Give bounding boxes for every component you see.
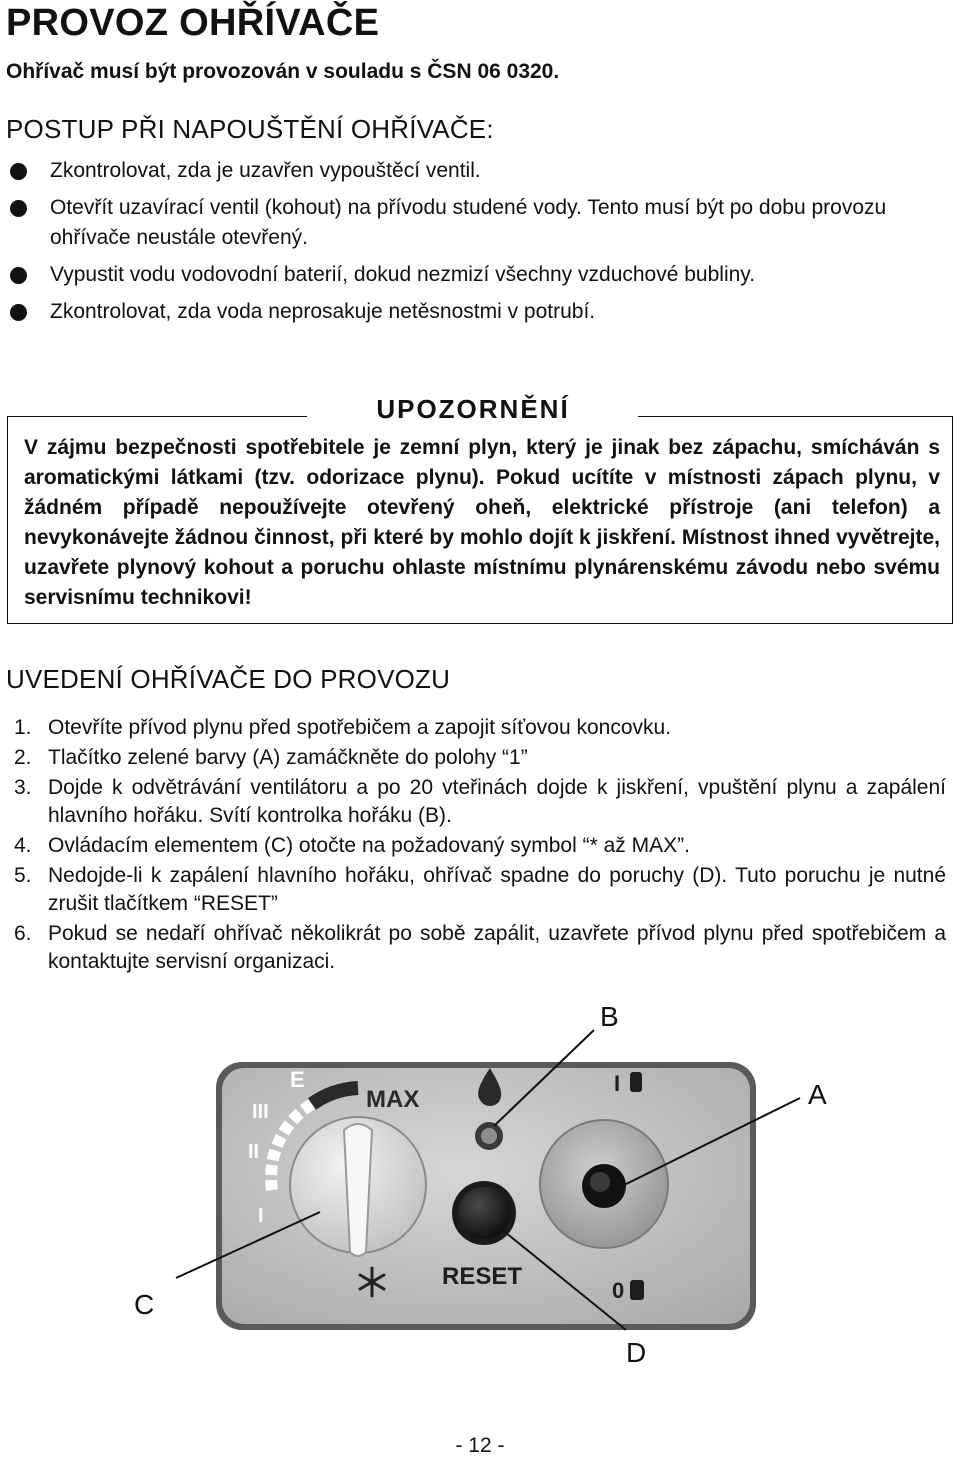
plug-on-icon <box>630 1072 642 1092</box>
warning-text: V zájmu bezpečnosti spotřebitele je zemní plyn, který je jinak bez zápachu, smícháván s aromatickými látkami (tzv. odorizace plynu). Pokud ucítíte v místnosti zápach plynu, v žádném případě nepoužívejte otevřený oheň, elektrické přístroje (ani telefon) a nevykonávejte žádnou činnost, při které by mohlo dojít k jiskření. Místnost ihned vyvětrejte, uzavřete plynový kohout a poruchu ohlaste místnímu plynárenskému závodu nebo svému servisnímu technikovi! <box>24 436 940 609</box>
list-item: 5. Nedojde-li k zapálení hlavního hořáku, ohřívač spadne do poruchy (D). Tuto poruchu je nutné zrušit tlačítkem “RESET” <box>14 864 946 915</box>
scale-label-i: I <box>258 1205 264 1227</box>
scale-label-max: MAX <box>366 1086 420 1113</box>
page-number: - 12 - <box>455 1434 505 1457</box>
warning-title: UPOZORNĚNÍ <box>376 394 570 424</box>
scale-label-iii: III <box>252 1101 269 1123</box>
bullet-icon <box>10 163 27 180</box>
bullet-icon <box>10 304 27 321</box>
list-item: Zkontrolovat, zda je uzavřen vypouštěcí ventil. <box>10 156 950 186</box>
startup-steps <box>10 714 946 978</box>
list-item: 1. Otevříte přívod plynu před spotřebičem a zapojit síťovou koncovku. <box>14 716 672 739</box>
switch-off-label: 0 <box>612 1278 625 1303</box>
list-item: 3. Dojde k odvětrávání ventilátoru a po 20 vteřinách dojde k jiskření, vpuštění plynu a zapálení hlavního hořáku. Svítí kontrolka hořáku (B). <box>14 776 946 827</box>
page-subtitle: Ohřívač musí být provozován v souladu s ČSN 06 0320. <box>6 60 560 83</box>
callout-a: A <box>808 1079 827 1110</box>
filling-list <box>10 156 950 334</box>
reset-button[interactable] <box>452 1181 516 1245</box>
callout-b: B <box>600 1001 619 1032</box>
page-title: PROVOZ OHŘÍVAČE <box>6 2 380 44</box>
list-item: 4. Ovládacím elementem (C) otočte na požadovaný symbol “* až MAX”. <box>14 834 690 857</box>
list-item: 2. Tlačítko zelené barvy (A) zamáčkněte do polohy “1” <box>14 746 528 769</box>
bullet-icon <box>10 200 27 217</box>
list-item: Vypustit vodu vodovodní baterií, dokud nezmizí všechny vzduchové bubliny. <box>10 260 950 290</box>
list-item: Zkontrolovat, zda voda neprosakuje netěsnostmi v potrubí. <box>10 297 950 327</box>
burner-indicator-lamp <box>475 1122 503 1150</box>
reset-label: RESET <box>442 1263 523 1290</box>
bullet-icon <box>10 267 27 284</box>
list-item: 6. Pokud se nedaří ohřívač několikrát po sobě zapálit, uzavřete přívod plynu před spotřebičem a kontaktujte servisní organizaci. <box>14 922 946 973</box>
filling-heading: POSTUP PŘI NAPOUŠTĚNÍ OHŘÍVAČE: <box>6 114 494 144</box>
startup-heading: UVEDENÍ OHŘÍVAČE DO PROVOZU <box>6 664 451 694</box>
scale-label-ii: II <box>248 1141 260 1163</box>
control-panel-illustration <box>0 990 960 1410</box>
plug-off-icon <box>630 1280 644 1300</box>
list-item: Otevřít uzavírací ventil (kohout) na přívodu studené vody. Tento musí být po dobu provozu ohřívače neustále otevřený. <box>10 193 950 253</box>
power-switch[interactable] <box>540 1120 668 1248</box>
switch-on-label: I <box>614 1071 621 1096</box>
callout-c: C <box>134 1289 155 1320</box>
callout-d: D <box>626 1337 647 1368</box>
scale-label-e: E <box>290 1067 305 1092</box>
